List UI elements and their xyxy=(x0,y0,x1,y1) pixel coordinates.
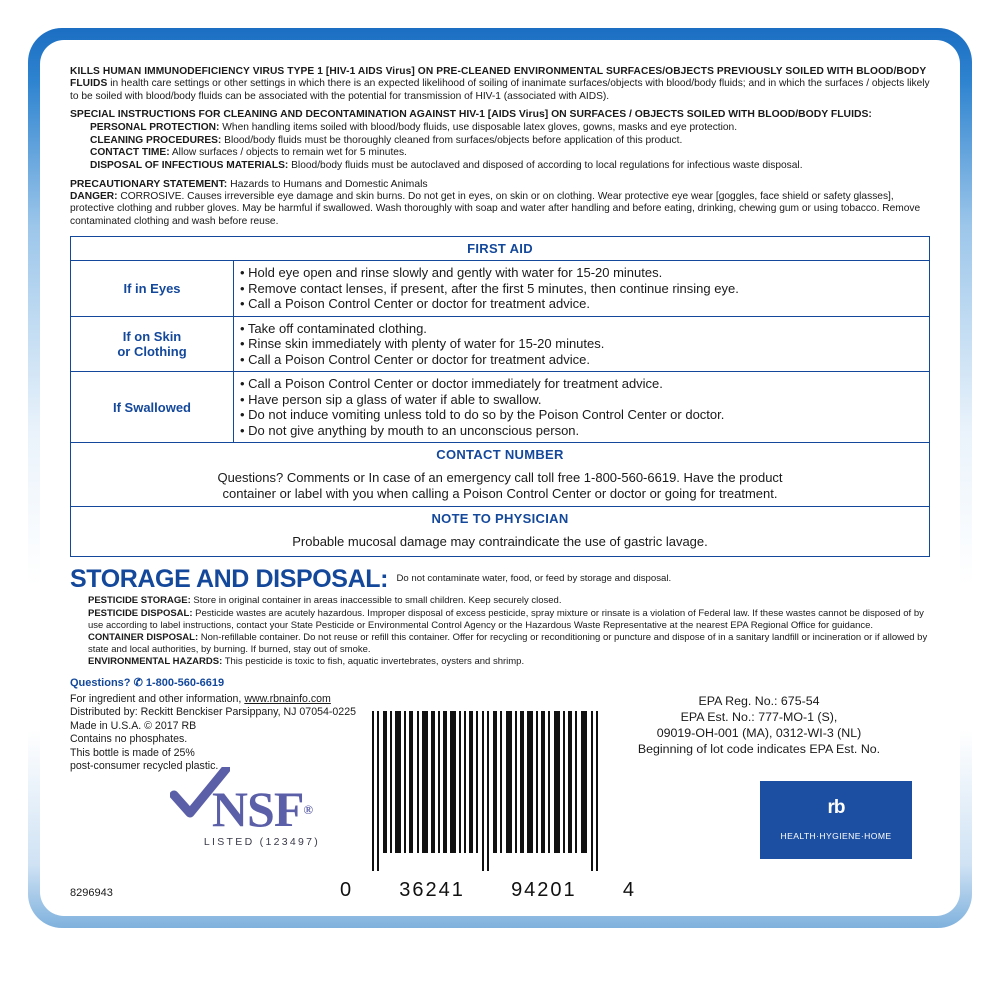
note-to-physician-text: Probable mucosal damage may contraindicate the use of gastric lavage. xyxy=(71,530,930,557)
contact-number-row xyxy=(71,466,930,507)
special-instructions-title: SPECIAL INSTRUCTIONS FOR CLEANING AND DECONTAMINATION AGAINST HIV-1 [AIDS Virus] ON SURFACES / OBJECTS SOILED WITH BLOOD/BODY FLUIDS: xyxy=(70,109,872,121)
first-aid-line: • Call a Poison Control Center or doctor for treatment advice. xyxy=(240,296,590,312)
first-aid-line: • Take off contaminated clothing. xyxy=(240,320,427,336)
epa-est-no-1: EPA Est. No.: 777-MO-1 (S), xyxy=(680,709,838,724)
epa-est-no-2: 09019-OH-001 (MA), 0312-WI-3 (NL) xyxy=(656,725,862,740)
special-instruction-label: CLEANING PROCEDURES: xyxy=(90,134,222,146)
first-aid-line: • Do not give anything by mouth to an unconscious person. xyxy=(240,422,580,438)
upc-barcode xyxy=(340,711,670,902)
table-row xyxy=(71,372,930,443)
special-instruction-label: PERSONAL PROTECTION: xyxy=(90,122,220,134)
contact-number-line: Questions? Comments or In case of an emergency call toll free 1-800-560-6619. Have the product xyxy=(217,470,783,486)
first-aid-table xyxy=(70,236,930,557)
special-instruction-label: CONTACT TIME: xyxy=(90,147,170,159)
questions-phone[interactable]: 1-800-560-6619 xyxy=(145,676,225,689)
label-content xyxy=(40,40,960,916)
footer-recycled-1: This bottle is made of 25% xyxy=(70,746,195,759)
danger-label: DANGER: xyxy=(70,190,118,202)
storage-item-text: This pesticide is toxic to fish, aquatic invertebrates, oysters and shrimp. xyxy=(224,656,525,668)
storage-item-text: Pesticide wastes are acutely hazardous. Improper disposal of excess pesticide, spray mixture or rinsate is a violation of Federal law. If these wastes cannot be disposed of by use according to label instructions, contact your State Pesticide or Environmental Control Agency or the Hazardous Waste Representative at the nearest EPA Regional Office for guidance. xyxy=(88,607,924,631)
storage-item-label: CONTAINER DISPOSAL: xyxy=(88,632,199,644)
footer-ingredient-line xyxy=(70,693,400,706)
special-instruction-label: DISPOSAL OF INFECTIOUS MATERIALS: xyxy=(90,160,289,171)
first-aid-row-label: If in Eyes xyxy=(71,261,234,317)
contact-number-body xyxy=(71,466,930,507)
storage-item-text: Store in original container in areas inaccessible to small children. Keep securely closed. xyxy=(193,595,562,607)
hiv-claim-body: in health care settings or other settings in which there is an expected likelihood of soiling of inanimate surfaces/objects with blood/body fluids; and in which the surfaces / objects likely to be soiled with blood/body fluids can be associated with the potential for transmission of HIV-1 (associated with AIDS). xyxy=(70,78,930,102)
storage-disposal-title: STORAGE AND DISPOSAL: xyxy=(70,565,389,594)
nsf-listed-text: LISTED (123497) xyxy=(203,835,321,848)
first-aid-title-row xyxy=(71,237,930,261)
special-instruction-text: Allow surfaces / objects to remain wet for 5 minutes. xyxy=(171,147,407,159)
special-instruction-text: Blood/body fluids must be autoclaved and disposed of according to local regulations for infectious waste disposal. xyxy=(291,160,803,171)
special-instruction-item xyxy=(70,160,930,173)
table-row xyxy=(71,316,930,372)
footer-distributor: Distributed by: Reckitt Benckiser Parsippany, NJ 07054-0225 xyxy=(70,706,356,719)
storage-item-label: ENVIRONMENTAL HAZARDS: xyxy=(88,656,223,668)
rbnainfo-link[interactable]: www.rbnainfo.com xyxy=(244,692,331,705)
checkmark-icon xyxy=(170,767,230,819)
precautionary-statement-heading xyxy=(70,179,930,190)
epa-reg-no: EPA Reg. No.: 675-54 xyxy=(698,693,820,708)
barcode-numbers xyxy=(340,879,636,902)
footer-ingredient-text: For ingredient and other information, xyxy=(70,692,245,705)
nsf-registered-mark: ® xyxy=(303,801,313,817)
danger-text: CORROSIVE. Causes irreversible eye damage and skin burns. Do not get in eyes, on skin or on clothing. Wear protective eye wear [goggles, face shield or safety glasses], protective clothing and rubber gloves. May be harmful if swallowed. Wash thoroughly with soap and water after handling and before eating, drinking, chewing gum or using tobacco. Remove contaminated clothing and wash before reuse. xyxy=(70,190,921,227)
first-aid-title: FIRST AID xyxy=(71,237,930,261)
first-aid-line: • Call a Poison Control Center or doctor immediately for treatment advice. xyxy=(240,376,663,392)
epa-lot-code-note: Beginning of lot code indicates EPA Est. No. xyxy=(637,741,881,756)
special-instruction-text: When handling items soiled with blood/body fluids, use disposable latex gloves, gowns, masks and eye protection. xyxy=(222,122,738,134)
first-aid-row-label: If Swallowed xyxy=(71,372,234,443)
first-aid-line: • Remove contact lenses, if present, after the first 5 minutes, then continue rinsing eye. xyxy=(240,280,739,296)
note-to-physician-title: NOTE TO PHYSICIAN xyxy=(71,507,930,531)
contact-number-line: container or label with you when calling a Poison Control Center or doctor or going for treatment. xyxy=(222,486,778,502)
physician-title-row xyxy=(71,507,930,531)
hiv-claim-paragraph xyxy=(70,66,930,103)
storage-item xyxy=(70,595,930,607)
item-code: 8296943 xyxy=(70,886,113,899)
storage-disposal-section xyxy=(70,557,930,668)
danger-statement xyxy=(70,191,930,229)
storage-item-label: PESTICIDE DISPOSAL: xyxy=(88,607,193,619)
product-label-frame xyxy=(28,28,972,928)
first-aid-line: • Rinse skin immediately with plenty of water for 15-20 minutes. xyxy=(240,336,605,352)
first-aid-row-label-line2: or Clothing xyxy=(117,344,187,360)
barcode-group-1: 36241 xyxy=(399,878,465,901)
storage-item xyxy=(70,656,930,668)
barcode-bars xyxy=(370,711,606,871)
special-instruction-text: Blood/body fluids must be thoroughly cleaned from surfaces/objects before application of this product. xyxy=(224,134,683,146)
rb-wordmark: rb xyxy=(827,796,845,818)
rb-tagline: HEALTH·HYGIENE·HOME xyxy=(780,830,892,841)
first-aid-row-label xyxy=(71,316,234,372)
label-footer xyxy=(70,692,930,901)
first-aid-line: • Do not induce vomiting unless told to do so by the Poison Control Center or doctor. xyxy=(240,407,725,423)
contact-number-title: CONTACT NUMBER xyxy=(71,443,930,467)
storage-disposal-subtitle: Do not contaminate water, food, or feed by storage and disposal. xyxy=(396,573,672,585)
storage-item xyxy=(70,632,930,655)
first-aid-line: • Hold eye open and rinse slowly and gently with water for 15-20 minutes. xyxy=(240,265,663,281)
storage-item xyxy=(70,608,930,631)
barcode-group-2: 94201 xyxy=(511,878,577,901)
nsf-word-text: NSF xyxy=(211,780,304,837)
nsf-logo xyxy=(182,780,342,848)
hiv-claim-headline: KILLS HUMAN IMMUNODEFICIENCY VIRUS TYPE 1 [HIV-1 AIDS Virus] ON PRE-CLEANED ENVIRONMENTAL SURFACES/OBJECTS PREVIOUSLY SOILED WITH BLOOD/BODY FLUIDS xyxy=(70,66,927,90)
phone-icon: ✆ xyxy=(133,676,143,689)
precautionary-subtitle: Hazards to Humans and Domestic Animals xyxy=(230,178,428,190)
barcode-right-digit: 4 xyxy=(622,878,636,901)
footer-recycled-2: post-consumer recycled plastic. xyxy=(70,759,219,772)
table-row xyxy=(71,261,930,317)
contact-number-title-row xyxy=(71,443,930,467)
barcode-left-digit: 0 xyxy=(340,878,354,901)
first-aid-row-body xyxy=(234,372,930,443)
first-aid-line: • Have person sip a glass of water if able to swallow. xyxy=(240,391,542,407)
special-instruction-item xyxy=(70,122,930,135)
first-aid-row-body xyxy=(234,261,930,317)
footer-left-block xyxy=(70,693,400,773)
first-aid-row-label-line1: If on Skin xyxy=(122,329,182,345)
footer-phosphates: Contains no phosphates. xyxy=(70,733,188,746)
rb-logo xyxy=(760,781,912,859)
footer-made-in: Made in U.S.A. © 2017 RB xyxy=(70,719,197,732)
storage-item-label: PESTICIDE STORAGE: xyxy=(88,595,191,607)
first-aid-row-body xyxy=(234,316,930,372)
storage-item-text: Non-refillable container. Do not reuse or refill this container. Offer for recycling or reconditioning or puncture and dispose of in a sanitary landfill or incineration or if allowed by state and local authorities, by burning. If burned, stay out of smoke. xyxy=(88,632,928,655)
physician-row xyxy=(71,530,930,557)
questions-line xyxy=(70,676,930,689)
special-instruction-item xyxy=(70,135,930,148)
precautionary-title: PRECAUTIONARY STATEMENT: xyxy=(70,178,228,190)
first-aid-line: • Call a Poison Control Center or doctor for treatment advice. xyxy=(240,351,590,367)
questions-label: Questions? xyxy=(70,676,131,689)
special-instruction-item xyxy=(70,147,930,160)
